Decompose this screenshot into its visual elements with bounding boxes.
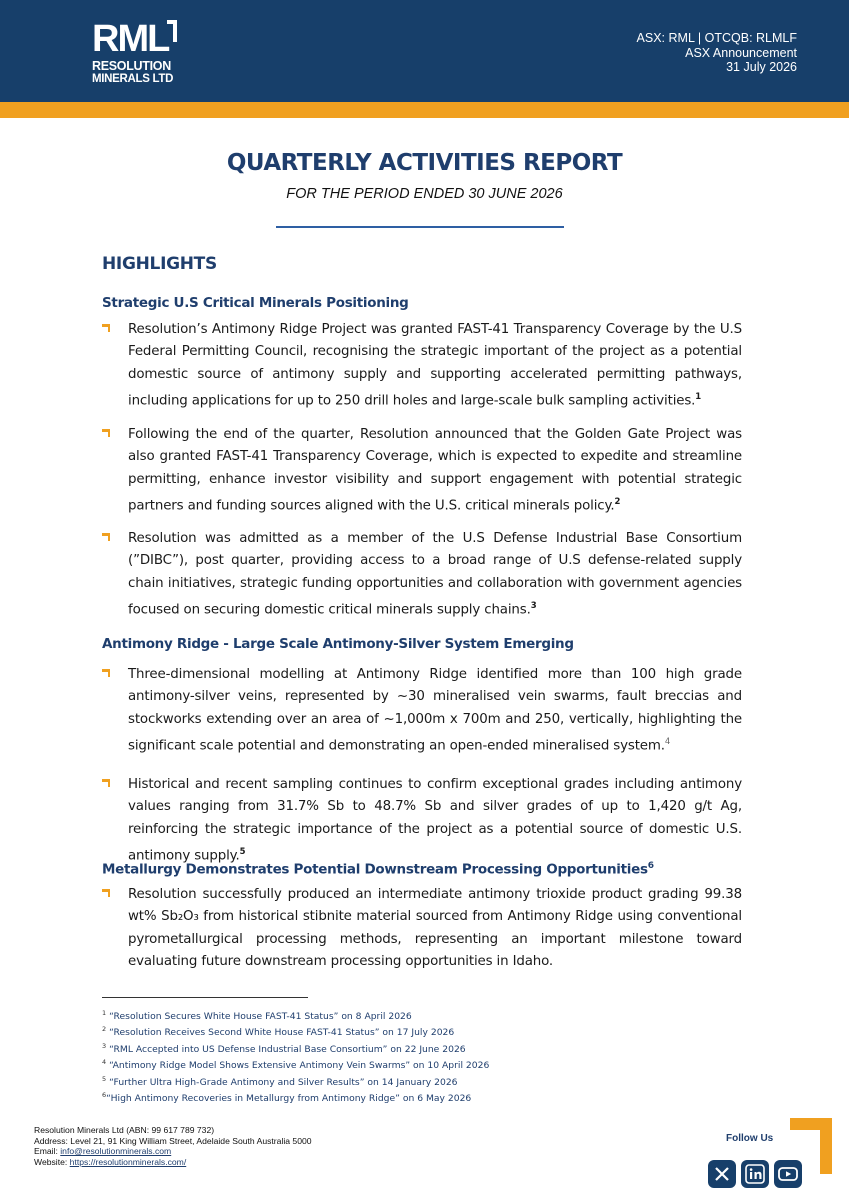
highlight-bullet	[102, 528, 742, 622]
bullet-text: Resolution’s Antimony Ridge Project was granted FAST-41 Transparency Coverage by the U.S Federal Permitting Council, recognising the strategic important of the project as a potential domestic source of antimony supply and supporting accelerated permitting pathways, including applications for up to 250 drill holes and large-scale bulk sampling activities.	[128, 322, 742, 409]
footnote-number: 6	[102, 1091, 107, 1100]
footnote-ref: 5	[239, 846, 246, 857]
highlight-bullet	[102, 774, 742, 868]
bullet-corner-icon	[102, 779, 110, 787]
footnote-ref: 3	[530, 600, 537, 611]
footnote-item	[102, 1023, 742, 1039]
footnote-text: “Resolution Receives Second White House FAST-41 Status” on 17 July 2026	[109, 1027, 455, 1039]
footnote-ref: 1	[695, 391, 702, 402]
bullet-text: Historical and recent sampling continues to confirm exceptional grades including antimony values ranging from 31.7% Sb to 48.7% Sb and silver grades of up to 1,420 g/t Ag, reinforcing the strategic importance of the project as a potential source of domestic U.S. antimony supply.	[128, 777, 742, 864]
bullet-corner-icon	[102, 669, 110, 677]
footnote-ref: 2	[614, 496, 621, 507]
header-accent-stripe	[0, 102, 849, 118]
bullet-text: Resolution was admitted as a member of the U.S Defense Industrial Base Consortium (”DIBC”), post quarter, providing access to a broad range of U.S defense-related supply chain initiatives, strategic funding opportunities and collaboration with government agencies focused on securing domestic critical minerals supply chains.	[128, 531, 742, 618]
report-title: QUARTERLY ACTIVITIES REPORT	[226, 150, 623, 176]
highlight-bullet	[102, 664, 742, 758]
section-heading-text: Metallurgy Demonstrates Potential Downstream Processing Opportunities	[102, 861, 648, 878]
footnote-item	[102, 1007, 742, 1023]
logo-corner-mark	[167, 20, 177, 42]
footer-address	[34, 1125, 312, 1167]
email-link[interactable]: info@resolutionminerals.com	[60, 1146, 172, 1156]
email-line	[34, 1146, 312, 1157]
logo-text: RML	[92, 18, 169, 60]
footnote-item	[102, 1040, 742, 1056]
footnote-number: 2	[102, 1025, 107, 1034]
bullet-corner-icon	[102, 533, 110, 541]
highlights-heading: HIGHLIGHTS	[102, 254, 217, 274]
footnote-ref: 6	[647, 861, 654, 871]
logo-line2: MINERALS LTD	[92, 73, 174, 85]
highlight-bullet	[102, 424, 742, 518]
title-divider	[276, 226, 564, 228]
email-label: Email:	[34, 1146, 61, 1156]
footnote-ref: 4	[664, 736, 671, 747]
footnote-text: “Antimony Ridge Model Shows Extensive Antimony Vein Swarms” on 10 April 2026	[109, 1060, 490, 1072]
footnote-number: 4	[102, 1058, 107, 1067]
bullet-text: Three-dimensional modelling at Antimony Ridge identified more than 100 high grade antimony-silver veins, represented by ~30 mineralised vein swarms, fault breccias and stockworks extending over an area of ~1,000m x 700m and 250, vertically, highlighting the significant scale potential and demonstrating an open-ended mineralised system.	[128, 667, 742, 754]
footnote-text: “High Antimony Recoveries in Metallurgy from Antimony Ridge” on 6 May 2026	[106, 1093, 472, 1105]
footnote-text: “RML Accepted into US Defense Industrial Base Consortium” on 22 June 2026	[109, 1044, 466, 1055]
youtube-icon[interactable]	[774, 1160, 802, 1188]
website-label: Website:	[34, 1156, 70, 1167]
follow-us-label: Follow Us	[726, 1133, 774, 1144]
footnote-divider	[102, 997, 308, 998]
x-social-icon[interactable]	[708, 1160, 736, 1188]
footnote-text: “Resolution Secures White House FAST-41 Status” on 8 April 2026	[109, 1011, 412, 1023]
section-heading: Antimony Ridge - Large Scale Antimony-Silver System Emerging	[102, 636, 574, 652]
bullet-corner-icon	[102, 429, 110, 437]
postal-address: Address: Level 21, 91 King William Street, Adelaide South Australia 5000	[34, 1135, 312, 1146]
footnote-item	[102, 1089, 742, 1105]
highlight-bullet	[102, 884, 742, 973]
bullet-text: Following the end of the quarter, Resolution announced that the Golden Gate Project was also granted FAST-41 Transparency Coverage, which is expected to expedite and streamline permitting, enhance investor visibility and support engagement with potential strategic partners and funding sources aligned with the U.S. critical minerals policy.	[128, 427, 742, 514]
announcement-date: 31 July 2026	[726, 60, 797, 74]
logo-line1: RESOLUTION	[92, 59, 171, 73]
announcement-type: ASX Announcement	[685, 45, 797, 60]
website-line	[34, 1157, 312, 1168]
bullet-text: Resolution successfully produced an intermediate antimony trioxide product grading 99.38 wt% Sb₂O₃ from historical stibnite material sourced from Antimony Ridge using conventional pyrometallurgical processing methods, representing an important milestone toward evaluating future downstream processing opportunities in Idaho.	[128, 887, 742, 969]
highlight-bullet	[102, 319, 742, 413]
footnote-number: 1	[102, 1009, 107, 1017]
footnote-number: 3	[102, 1041, 107, 1050]
section-heading	[102, 861, 654, 878]
footnote-text: “Further Ultra High-Grade Antimony and Silver Results” on 14 January 2026	[109, 1076, 458, 1088]
footnotes	[102, 1007, 742, 1106]
report-subtitle: FOR THE PERIOD ENDED 30 JUNE 2026	[286, 186, 563, 202]
company-logo	[92, 20, 192, 90]
linkedin-icon[interactable]	[741, 1160, 769, 1188]
footnote-item	[102, 1056, 742, 1072]
footnote-item	[102, 1073, 742, 1089]
footnote-number: 5	[102, 1074, 107, 1083]
company-name: Resolution Minerals Ltd (ABN: 99 617 789 732)	[34, 1125, 215, 1135]
bullet-corner-icon	[102, 889, 110, 897]
section-heading: Strategic U.S Critical Minerals Positioning	[102, 295, 409, 311]
website-link[interactable]: https://resolutionminerals.com/	[69, 1156, 187, 1167]
header-info	[637, 31, 797, 75]
bullet-corner-icon	[102, 324, 110, 332]
ticker-text: ASX: RML | OTCQB: RLMLF	[636, 31, 797, 45]
